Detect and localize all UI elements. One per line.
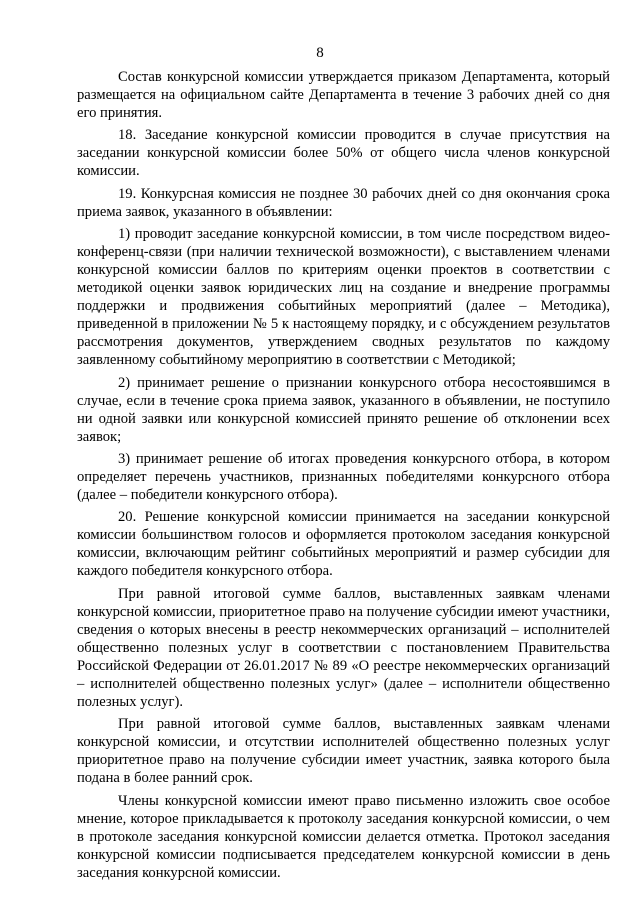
paragraph-19-intro: 19. Конкурсная комиссия не позднее 30 рабочих дней со дня окончания срока приема заявок, указанного в объявлении:: [77, 185, 610, 220]
paragraph-commission-composition: Состав конкурсной комиссии утверждается приказом Департамента, который размещается на официальном сайте Департамента в течение 3 рабочих дней со дня его принятия.: [77, 69, 610, 122]
paragraph-19-item-3: 3) принимает решение об итогах проведения конкурсного отбора, в котором определяет перечень участников, признанных победителями конкурсного отбора (далее – победители конкурсного отбора).: [77, 450, 610, 504]
page-number: 8: [316, 45, 324, 61]
paragraph-18-quorum: 18. Заседание конкурсной комиссии проводится в случае присутствия на заседании конкурсной комиссии более 50% от общего числа членов конкурсной комиссии.: [77, 127, 610, 180]
document-body: [77, 68, 610, 886]
paragraph-20-decision: 20. Решение конкурсной комиссии принимается на заседании конкурсной комиссии большинством голосов и оформляется протоколом заседания конкурсной комиссии, включающим рейтинг событийных мероприятий и размер субсидии для каждого победителя конкурсного отбора.: [77, 509, 610, 580]
paragraph-equal-score-priority: При равной итоговой сумме баллов, выставленных заявкам членами конкурсной комиссии, приоритетное право на получение субсидии имеют участники, сведения о которых внесены в реестр некоммерческих организаций – исполнителей общественно полезных услуг в соответствии с постановлением Правительства Российской Федерации от 26.01.2017 № 89 «О реестре некоммерческих организаций – исполнителей общественно полезных услуг» (далее – исполнители общественно полезных услуг).: [77, 585, 610, 711]
paragraph-19-item-1: 1) проводит заседание конкурсной комиссии, в том числе посредством видео-конференц-связи (при наличии технической возможности), с выставлением членами конкурсной комиссии баллов по критериям оценки проектов в соответствии с методикой оценки заявок юридических лиц на создание и внедрение программы поддержки и продвижения событийных мероприятий (далее – Методика), приведенной в приложении № 5 к настоящему порядку, и с обсуждением результатов рассмотрения документов, утверждением сводных результатов по каждому заявленному событийному мероприятию в соответствии с Методикой;: [77, 225, 610, 369]
paragraph-dissenting-opinion: Члены конкурсной комиссии имеют право письменно изложить свое особое мнение, которое прикладывается к протоколу заседания конкурсной комиссии, о чем в протоколе заседания конкурсной комиссии делается отметка. Протокол заседания конкурсной комиссии подписывается председателем конкурсной комиссии в день заседания конкурсной комиссии.: [77, 792, 610, 881]
paragraph-19-item-2: 2) принимает решение о признании конкурсного отбора несостоявшимся в случае, если в течение срока приема заявок, указанного в объявлении, не поступило ни одной заявки или конкурсной комиссией принято решение об отклонении всех заявок;: [77, 374, 610, 445]
paragraph-equal-score-earlier: При равной итоговой сумме баллов, выставленных заявкам членами конкурсной комиссии, и отсутствии исполнителей общественно полезных услуг приоритетное право на получение субсидии имеет участник, заявка которого была подана в более ранний срок.: [77, 716, 610, 787]
